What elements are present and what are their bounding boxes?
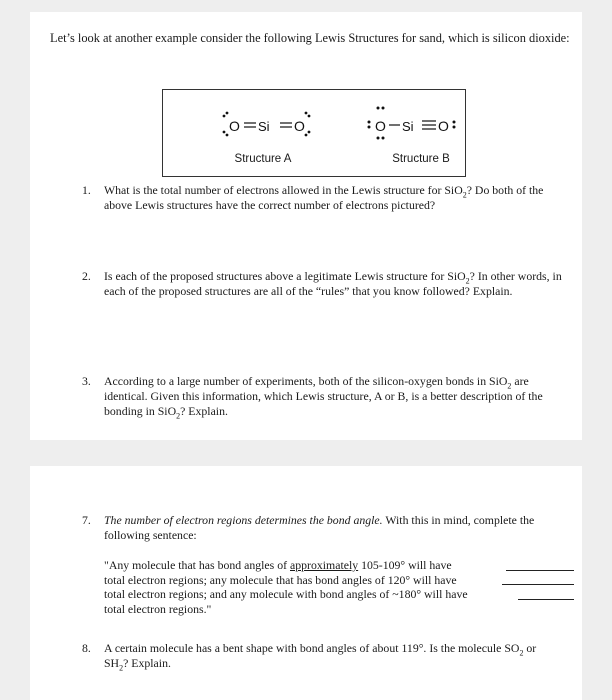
intro-text: Let’s look at another example consider the following Lewis Structures for sand, which is silicon dioxide: xyxy=(50,31,570,45)
answer-blank-1[interactable] xyxy=(506,570,574,571)
question-2-number: 2. xyxy=(82,269,91,283)
fill-in-line-1: "Any molecule that has bond angles of approximately 105-109° will have xyxy=(104,558,574,573)
question-7 xyxy=(82,513,562,543)
structure-a-molecule xyxy=(223,112,311,137)
structure-a-label: Structure A xyxy=(234,153,292,165)
question-2-text: Is each of the proposed structures above a legitimate Lewis structure for SiO$_2$? In other words, in each of the proposed structures are all of the “rules” that you know followed? Explain. xyxy=(104,269,562,298)
structure-b-molecule xyxy=(368,107,456,140)
question-1-text: What is the total number of electrons allowed in the Lewis structure for SiO$_2$? Do both of the above Lewis structures have the correct number of electrons pictured? xyxy=(104,183,544,212)
question-1-number: 1. xyxy=(82,183,91,197)
structure-a-oxygen-right: O xyxy=(294,118,305,134)
question-8 xyxy=(82,641,562,671)
question-3-text: According to a large number of experiments, both of the silicon-oxygen bonds in SiO$_2$ are identical. Given this information, which Lewis structure, A or B, is a better description of the bonding in SiO$_2$? Explain. xyxy=(104,374,543,421)
answer-blank-3[interactable] xyxy=(518,599,574,600)
structure-b-label: Structure B xyxy=(392,153,450,165)
fill-in-line-4: total electron regions." xyxy=(104,601,212,616)
question-7-text: The number of electron regions determines the bond angle. With this in mind, complete the following sentence: xyxy=(104,513,535,542)
question-3 xyxy=(82,374,562,419)
fill-in-line-2: total electron regions; any molecule that has bond angles of 120° will have xyxy=(104,573,574,588)
question-1 xyxy=(82,183,562,213)
structure-b-oxygen-left: O xyxy=(375,118,386,134)
fill-in-line-3: total electron regions; and any molecule with bond angles of ~180° will have xyxy=(104,587,574,602)
worksheet-page-bottom xyxy=(30,466,582,700)
question-8-text: A certain molecule has a bent shape with bond angles of about 119°. Is the molecule $SO_2$ or $SH_2$? Explain. xyxy=(104,641,537,673)
fill-in-sentence xyxy=(104,558,574,616)
answer-blank-2[interactable] xyxy=(502,584,574,585)
structure-b-silicon: Si xyxy=(402,119,414,134)
lewis-structures-box xyxy=(162,89,466,177)
question-3-number: 3. xyxy=(82,374,91,388)
worksheet-page-top xyxy=(30,12,582,440)
structure-b-oxygen-right: O xyxy=(438,118,449,134)
question-2 xyxy=(82,269,562,299)
question-8-number: 8. xyxy=(82,641,91,655)
structure-a-oxygen-left: O xyxy=(229,118,240,134)
structure-a-silicon: Si xyxy=(258,119,270,134)
question-7-number: 7. xyxy=(82,513,91,527)
